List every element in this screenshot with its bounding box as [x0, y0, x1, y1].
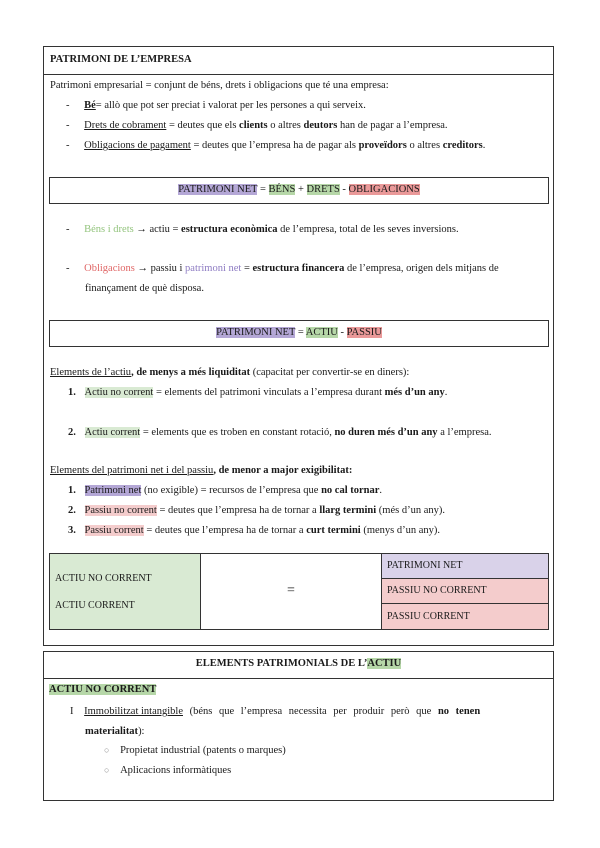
text: = deutes que l’empresa ha de tornar a — [143, 525, 307, 536]
number: 2. — [68, 505, 76, 516]
term: Immobilitzat intangible — [84, 706, 183, 717]
heading-underlined: Elements de l’actiu — [50, 367, 132, 378]
bullet-bens-drets — [66, 223, 459, 237]
dash: - — [66, 263, 70, 274]
equals-cell — [200, 553, 382, 630]
text: ): — [138, 726, 145, 737]
actiu-no-corrent-heading — [49, 683, 156, 697]
text: . — [482, 140, 486, 151]
passiu-corrent-label: PASSIU CORRENT — [387, 611, 470, 622]
term: Actiu no corrent — [84, 387, 154, 398]
actiu-corrent-label: ACTIU CORRENT — [55, 600, 135, 611]
dash: - — [66, 120, 70, 131]
roman-marker: I — [70, 706, 74, 717]
text: o altres — [267, 120, 304, 131]
text: . — [444, 387, 448, 398]
colored-term: Obligacions — [84, 263, 135, 274]
term: Passiu corrent — [84, 525, 144, 536]
heading-bold: , de menys a més liquiditat — [131, 367, 251, 378]
minus: - — [339, 184, 349, 195]
arrow-text: → passiu i — [134, 263, 186, 274]
term: Obligacions de pagament — [84, 140, 191, 151]
term-passiu: PASSIU — [346, 327, 382, 338]
title-text: ELEMENTS PATRIMONIALS DE L’ — [195, 658, 368, 669]
passiu-no-corrent-label: PASSIU NO CORRENT — [387, 585, 487, 596]
patrimoni-net-cell — [381, 553, 549, 579]
text: = elements que es troben en constant rotació, — [140, 427, 335, 438]
subitem — [104, 743, 286, 758]
text: (no exigible) = recursos de l’empresa que — [141, 485, 322, 496]
text: (menys d’un any). — [360, 525, 441, 536]
formula-1 — [50, 183, 548, 197]
actiu-heading — [50, 366, 409, 380]
term-bens: BÉNS — [268, 184, 296, 195]
passiu-item-1 — [68, 484, 382, 498]
subitem-text: Propietat industrial (patents o marques) — [120, 745, 286, 756]
bold: no tenen — [437, 706, 481, 717]
passiu-item-2 — [68, 504, 445, 518]
subitem — [104, 763, 231, 778]
text: (béns que l’empresa necessita per produir però que — [182, 706, 438, 717]
title-actiu: ACTIU — [367, 658, 402, 669]
arrow-text: → actiu = — [133, 224, 182, 235]
definition: = allò que pot ser preciat i valorat per les persones a qui serveix. — [95, 100, 366, 111]
bold: proveïdors — [358, 140, 407, 151]
text: = elements del patrimoni vinculats a l’empresa durant — [153, 387, 385, 398]
dash: - — [66, 140, 70, 151]
term-patrimoni-net: PATRIMONI NET — [216, 327, 296, 338]
title-divider — [43, 74, 554, 75]
heading-underlined: Elements del patrimoni net i del passiu — [50, 465, 214, 476]
circle-bullet-icon: ○ — [104, 745, 110, 755]
number: 1. — [68, 485, 76, 496]
immobilitzat-item-cont — [85, 725, 144, 739]
equals: = — [257, 184, 269, 195]
actiu-cell — [49, 553, 201, 630]
term-obligacions: OBLIGACIONS — [348, 184, 420, 195]
colored-term: patrimoni net — [185, 263, 242, 274]
bold: clients — [239, 120, 268, 131]
bold: no cal tornar — [321, 485, 380, 496]
bullet-be — [66, 99, 366, 113]
colored-term: Béns i drets — [84, 224, 134, 235]
term-patrimoni-net: PATRIMONI NET — [178, 184, 258, 195]
passiu-corrent-cell — [381, 603, 549, 630]
equals-sign: = — [287, 583, 295, 598]
number: 3. — [68, 525, 76, 536]
text: o altres — [406, 140, 443, 151]
equals: = — [241, 263, 253, 274]
term-drets: DRETS — [306, 184, 340, 195]
passiu-heading — [50, 464, 352, 478]
immobilitzat-item — [70, 705, 548, 719]
text: = deutes que l’empresa ha de tornar a — [156, 505, 320, 516]
number: 1. — [68, 387, 76, 398]
bold: estructura financera — [252, 263, 345, 274]
text: de l’empresa, origen dels mitjans de — [344, 263, 499, 274]
heading-bold: , de menor a major exigibilitat: — [213, 465, 353, 476]
term: Drets de cobrament — [84, 120, 167, 131]
section2-title — [43, 657, 554, 671]
patrimoni-net-label: PATRIMONI NET — [387, 560, 463, 571]
actiu-item-1 — [68, 386, 447, 400]
actiu-no-corrent-label: ACTIU NO CORRENT — [55, 573, 152, 584]
title-divider — [43, 678, 554, 679]
dash: - — [66, 100, 70, 111]
text: de l’empresa, total de les seves inversions. — [277, 224, 459, 235]
term: Bé — [84, 100, 96, 111]
formula-2 — [50, 326, 548, 340]
bold: creditors — [442, 140, 483, 151]
intro-text: Patrimoni empresarial = conjunt de béns, drets i obligacions que té una empresa: — [50, 80, 389, 91]
text: = deutes que els — [166, 120, 240, 131]
continuation-text: finançament de què disposa. — [85, 283, 204, 294]
subheading: ACTIU NO CORRENT — [49, 684, 157, 695]
text: han de pagar a l’empresa. — [337, 120, 448, 131]
bold: deutors — [303, 120, 338, 131]
formula-box-1 — [49, 177, 549, 204]
dash: - — [66, 224, 70, 235]
term: Passiu no corrent — [84, 505, 157, 516]
subitem-text: Aplicacions informàtiques — [120, 765, 232, 776]
bold: més d’un any — [384, 387, 445, 398]
text: = deutes que l’empresa ha de pagar als — [190, 140, 359, 151]
heading-rest: (capacitat per convertir-se en diners): — [250, 367, 410, 378]
term-actiu: ACTIU — [305, 327, 338, 338]
text: a l’empresa. — [437, 427, 492, 438]
plus: + — [295, 184, 307, 195]
term: Actiu corrent — [84, 427, 141, 438]
passiu-item-3 — [68, 524, 440, 538]
minus: - — [337, 327, 347, 338]
number: 2. — [68, 427, 76, 438]
text: . — [379, 485, 383, 496]
term: Patrimoni net — [84, 485, 142, 496]
bullet-obligacions-passiu — [66, 262, 499, 276]
circle-bullet-icon: ○ — [104, 765, 110, 775]
bullet-obligacions — [66, 139, 485, 153]
equals: = — [295, 327, 306, 338]
bold: materialitat — [85, 726, 139, 737]
formula-box-2 — [49, 320, 549, 347]
bold: llarg termini — [319, 505, 377, 516]
bullet-drets — [66, 119, 448, 133]
actiu-item-2 — [68, 426, 492, 440]
section-title: PATRIMONI DE L’EMPRESA — [50, 54, 192, 65]
passiu-no-corrent-cell — [381, 578, 549, 604]
bold: curt termini — [306, 525, 361, 536]
text: (més d’un any). — [376, 505, 445, 516]
bold: estructura econòmica — [181, 224, 278, 235]
bold: no duren més d’un any — [334, 427, 438, 438]
